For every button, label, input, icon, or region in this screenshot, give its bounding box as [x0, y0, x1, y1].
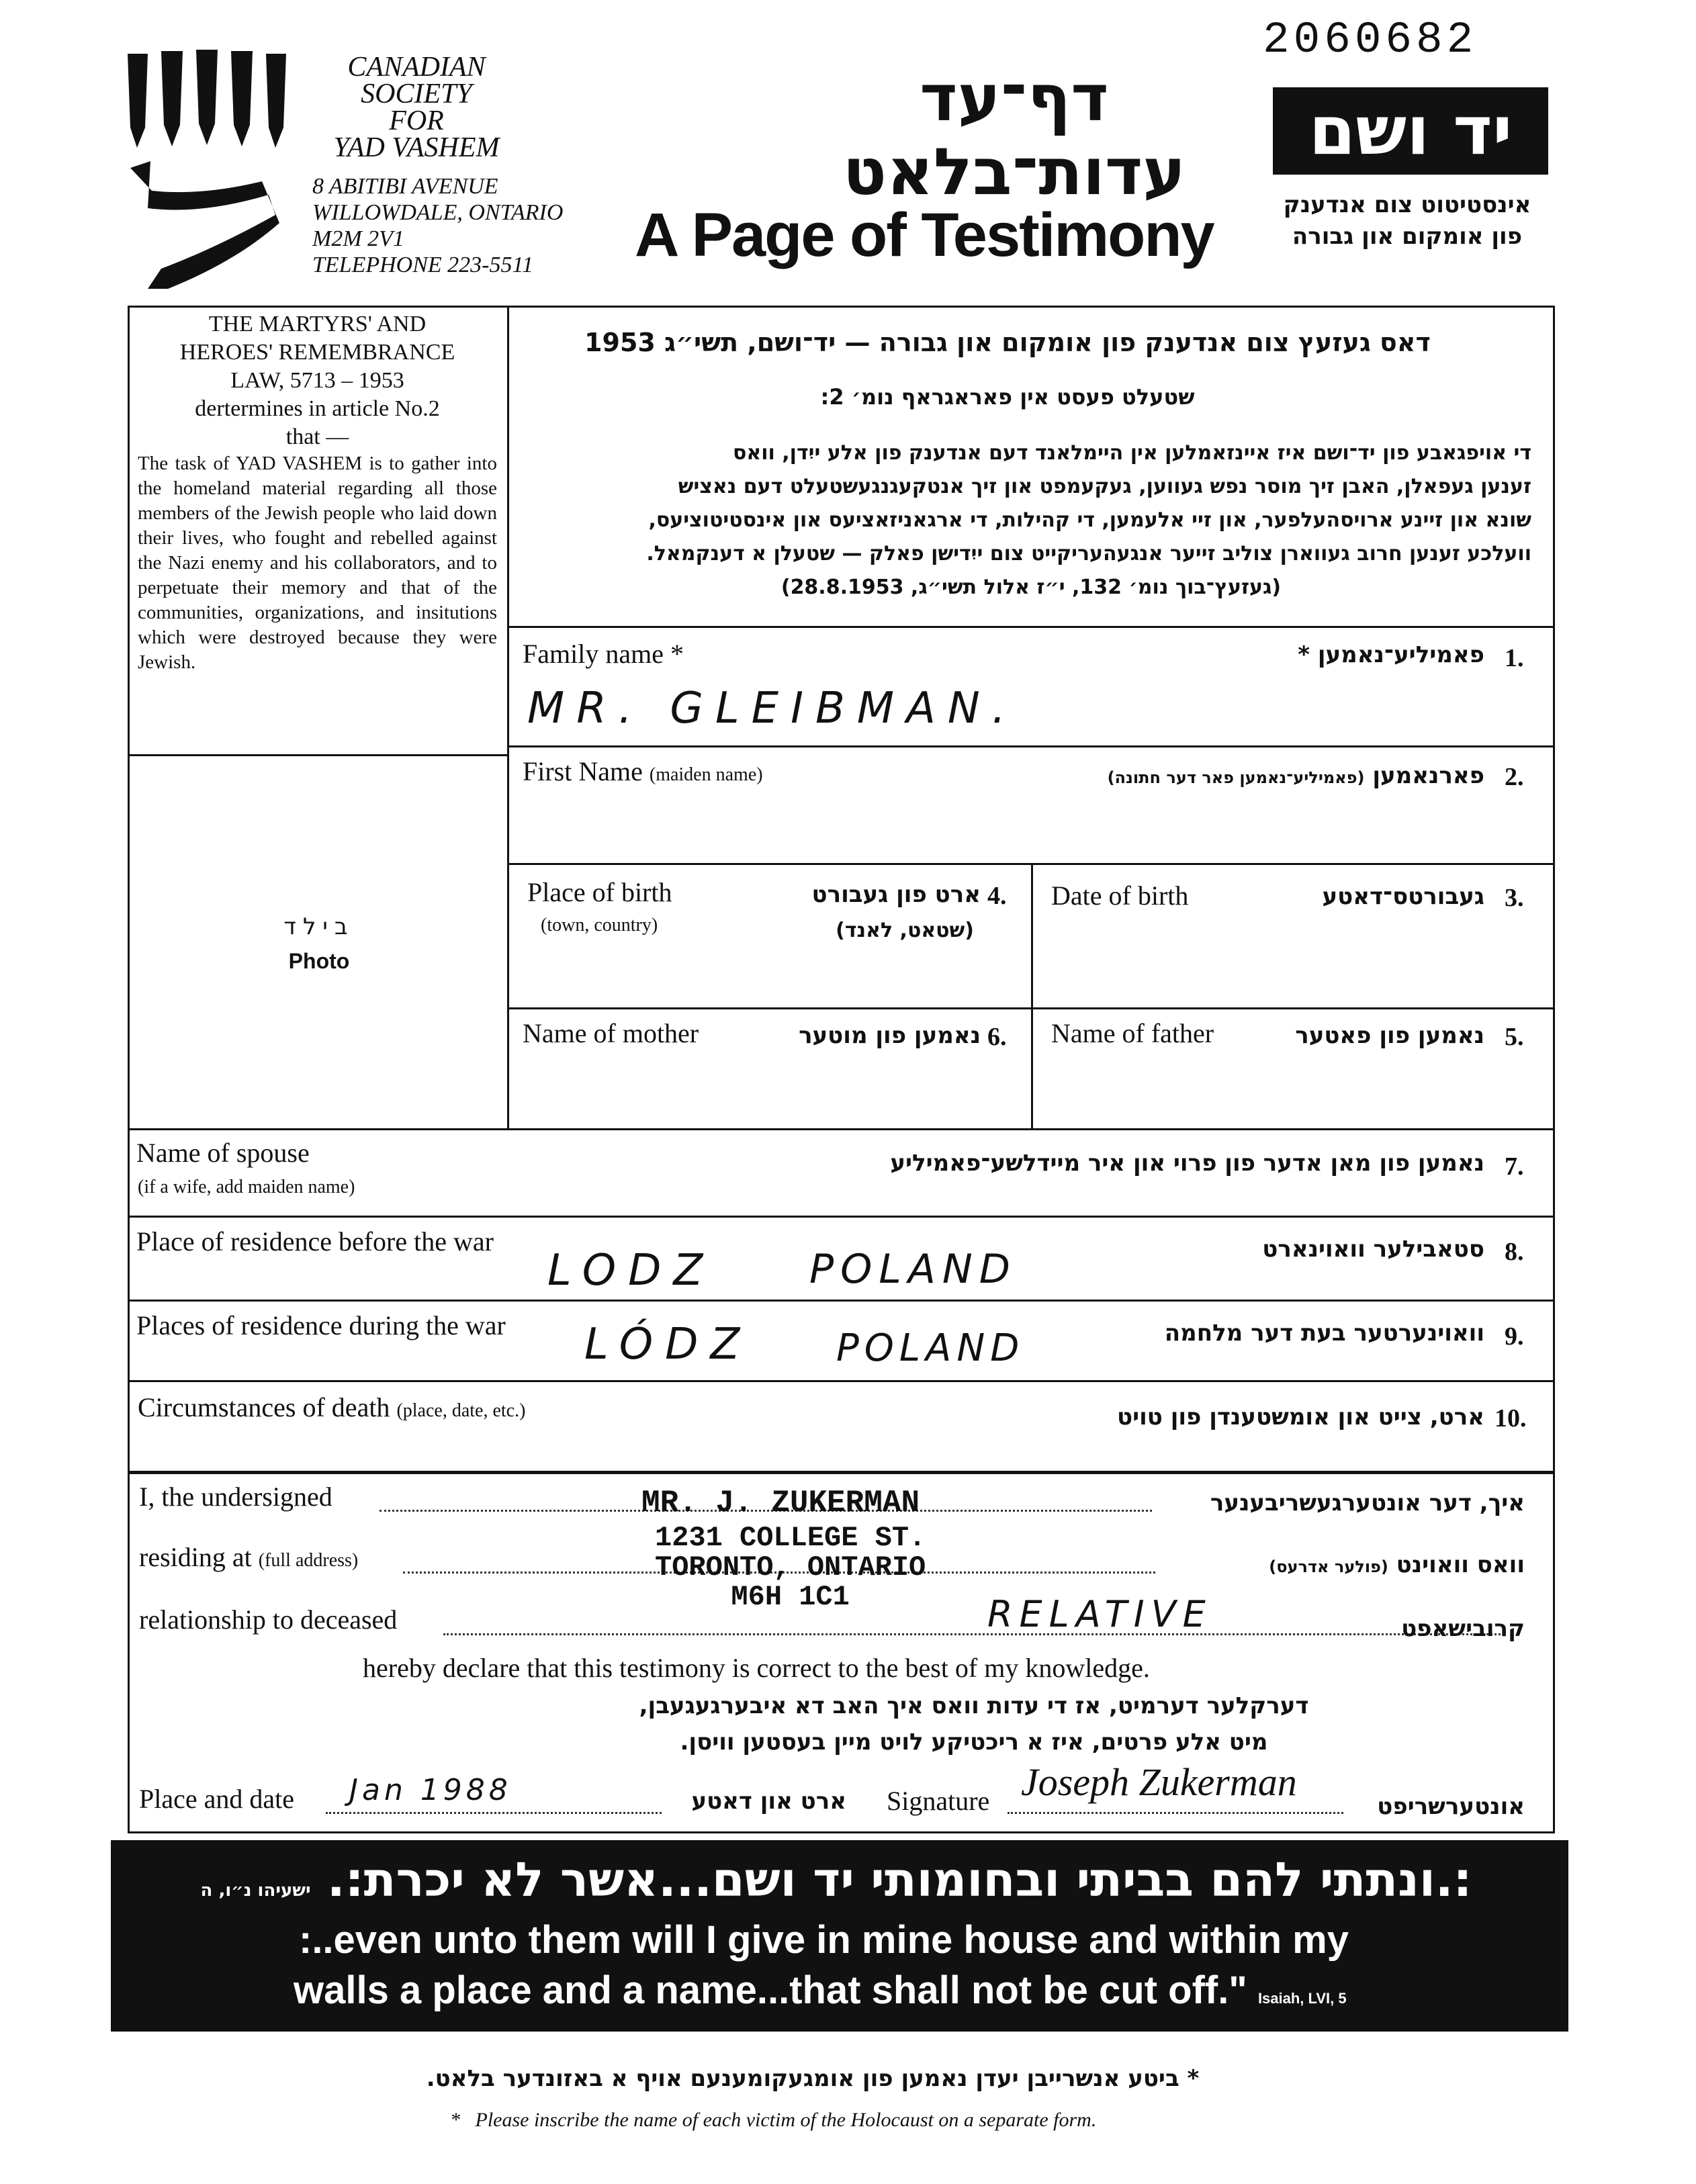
- photo-label: Photo: [288, 949, 350, 973]
- signature-value[interactable]: Joseph Zukerman: [1021, 1760, 1297, 1804]
- field-number: 8.: [1505, 1238, 1524, 1266]
- field-number: 2.: [1505, 763, 1524, 791]
- place-of-birth-label-yiddish: ארט פון געבורט: [811, 881, 981, 908]
- first-name-label-yiddish: [940, 762, 1484, 789]
- law-yiddish-subtitle: שטעלט פעסט אין פאראגראף נומ׳ 2:: [820, 384, 1195, 410]
- menorah-logo-icon: [121, 47, 296, 289]
- date-of-birth-label-yiddish: געבורטס־דאטע: [1322, 883, 1484, 910]
- page-title: A Page of Testimony: [635, 201, 1214, 269]
- law-yiddish-line: (געזעץ־בוך נומ׳ 132, י״ז אלול תשי״ג, 28.8.1953): [780, 576, 1282, 599]
- father-name-label: Name of father: [1051, 1018, 1214, 1048]
- circumstances-of-death-sublabel: (place, date, etc.): [396, 1400, 526, 1421]
- yad-vashem-logo: [1273, 87, 1548, 175]
- society-name-line: SOCIETY: [361, 79, 472, 109]
- law-yiddish-line: שונא און זיינע ארויסהעלפער, און זיי אלעמען, די קהילות, די ארגאניזאציעס און אינסטיטוציעס,: [648, 508, 1531, 532]
- place-date-label-yiddish: ארט און דאטע: [691, 1788, 846, 1815]
- institute-line-1: אינסטיטוט צום אנדענק: [1283, 191, 1531, 218]
- spouse-name-label-yiddish: נאמען פון מאן אדער פון פרוי און איר מיידלשע־פאמיליע: [890, 1150, 1484, 1177]
- mother-name-label: Name of mother: [523, 1018, 699, 1048]
- scripture-banner: [111, 1840, 1568, 2032]
- law-line: that —: [285, 424, 349, 449]
- residing-sublabel: (full address): [258, 1550, 359, 1571]
- institute-line-2: פון אומקום און גבורה: [1292, 223, 1523, 250]
- law-line: dertermines in article No.2: [195, 396, 440, 421]
- banner-hebrew: [138, 1852, 1535, 1907]
- place-of-birth-sublabel: (town, country): [541, 915, 658, 936]
- footer-english: Please inscribe the name of each victim of the Holocaust on a separate form.: [475, 2109, 1097, 2131]
- spouse-name-sublabel: (if a wife, add maiden name): [138, 1177, 355, 1197]
- address-line: TORONTO, ONTARIO: [655, 1551, 926, 1584]
- residence-before-war-label-yiddish: סטאבילער וואוינארט: [1262, 1236, 1484, 1263]
- photo-label-yiddish: בילד: [283, 913, 355, 940]
- law-yiddish-body: [531, 437, 1531, 604]
- residence-during-war-country[interactable]: POLAND: [836, 1326, 1025, 1370]
- column-divider: [507, 306, 509, 1128]
- declaration-yiddish-1: דערקלער דערמיט, אז די עדות וואס איך האב דא איבערגעגעבן,: [639, 1692, 1309, 1719]
- banner-hebrew-text: :.ונתתי להם בביתי ובחומותי יד ושם...אשר לא יכרת:.: [327, 1852, 1472, 1907]
- title-yiddish-2: עדות־בלאט: [842, 134, 1186, 210]
- banner-english-2-text: walls a place and a name...that shall not be cut off.": [294, 1968, 1247, 2012]
- banner-hebrew-ref: ישעיהו נ״ו, ה: [200, 1880, 311, 1901]
- undersigned-label: I, the undersigned: [139, 1482, 332, 1512]
- residing-label: [139, 1541, 358, 1573]
- residence-during-war-label: Places of residence during the war: [136, 1310, 506, 1340]
- address-line: M2M 2V1: [312, 226, 404, 251]
- residence-before-war-city[interactable]: LODZ: [547, 1246, 715, 1295]
- yad-vashem-logo-text: יד ושם: [1308, 91, 1513, 170]
- residing-label-text: residing at: [139, 1542, 252, 1572]
- declaration-yiddish-2: מיט אלע פרטים, איז א ריכטיקע לויט מיין בעסטען וויסן.: [680, 1729, 1268, 1756]
- address-line: 1231 COLLEGE ST.: [655, 1522, 926, 1554]
- family-name-label: Family name *: [523, 639, 684, 669]
- signature-label: Signature: [887, 1786, 990, 1816]
- law-yiddish-line: זענען געפאלן, האבן זיך מוסר נפש געווען, געקעמפט און זיך אנטקעגנגעשטעלט דעם נאציש: [678, 475, 1531, 498]
- society-name: [316, 54, 517, 161]
- first-name-label-text: First Name: [523, 756, 643, 786]
- law-yiddish-title: דאס געזעץ צום אנדענק פון אומקום און גבורה — יד־ושם, תשי״ג 1953: [584, 328, 1431, 357]
- law-body: The task of YAD VASHEM is to gather into the homeland material regarding all those members of the Jewish people who laid down their lives, who fought and rebelled against the Nazi enemy and his collaborators, and to perpetuate their memory and that of the communities, organizations, and insitutions which were destroyed because they were Jewish.: [138, 453, 497, 673]
- family-name-value[interactable]: MR. GLEIBMAN.: [527, 684, 1018, 733]
- society-name-line: FOR: [389, 105, 444, 136]
- place-of-birth-label: Place of birth: [527, 877, 672, 907]
- banner-english-1: :..even unto them will I give in mine house and within my: [299, 1918, 1349, 1962]
- place-date-value[interactable]: Jan 1988: [349, 1773, 512, 1807]
- first-name-sublabel: (maiden name): [649, 764, 763, 785]
- place-date-label: Place and date: [139, 1784, 294, 1814]
- father-name-label-yiddish: נאמען פון פאטער: [1295, 1022, 1484, 1049]
- circumstances-of-death-text: Circumstances of death: [138, 1392, 390, 1422]
- law-box-divider: [128, 754, 507, 756]
- spouse-name-label: Name of spouse: [136, 1138, 310, 1168]
- mother-name-label-yiddish: נאמען פון מוטער: [799, 1022, 981, 1049]
- field-number: 1.: [1505, 644, 1524, 672]
- address-line: TELEPHONE 223-5511: [312, 253, 533, 277]
- society-address: [312, 173, 563, 278]
- law-line: HEROES' REMEMBRANCE: [179, 340, 455, 365]
- place-of-birth-sub-yiddish: (שטאט, לאנד): [836, 919, 974, 942]
- banner-ref: Isaiah, LVI, 5: [1257, 1990, 1347, 2007]
- declaration-statement: hereby declare that this testimony is correct to the best of my knowledge.: [363, 1653, 1150, 1683]
- title-yiddish-1: דף־עד: [920, 60, 1109, 136]
- field-number: 3.: [1505, 884, 1524, 912]
- footer-note: [450, 2109, 1096, 2132]
- residing-yi-text: וואס וואוינט: [1396, 1551, 1525, 1578]
- residing-yi-sub: (פולער אדרעס): [1269, 1557, 1388, 1576]
- field-number: 7.: [1505, 1152, 1524, 1181]
- field-number: 9.: [1505, 1322, 1524, 1351]
- law-box: [138, 310, 497, 675]
- residence-before-war-label: Place of residence before the war: [136, 1226, 494, 1257]
- circumstances-of-death-label: [138, 1392, 525, 1423]
- field-number: 10.: [1494, 1404, 1527, 1432]
- banner-english-2: [294, 1968, 1347, 2013]
- date-of-birth-label: Date of birth: [1051, 880, 1189, 911]
- address-line: M6H 1C1: [731, 1581, 850, 1613]
- relationship-label-yiddish: קרובישאפט: [1401, 1615, 1525, 1642]
- residence-during-war-label-yiddish: וואוינערטער בעת דער מלחמה: [1164, 1320, 1484, 1347]
- first-name-yi-sub: (פאמיליע־נאמען פאר דער חתונה): [1107, 768, 1365, 787]
- address-line: WILLOWDALE, ONTARIO: [312, 200, 564, 225]
- relationship-label: relationship to deceased: [139, 1604, 398, 1635]
- signature-label-yiddish: אונטערשריפט: [1377, 1793, 1525, 1820]
- society-name-line: CANADIAN: [347, 52, 486, 83]
- law-line: LAW, 5713 – 1953: [230, 368, 404, 393]
- field-number: 5.: [1505, 1023, 1524, 1051]
- law-yiddish-line: וועלכע זענען חרוב געווארן צוליב זייער אנגעהעריקייט צום ייִדישן פאלק — שטעלן א דענקמאל.: [646, 542, 1531, 565]
- first-name-label: [523, 756, 763, 787]
- family-name-label-yiddish: פאמיליע־נאמען *: [1298, 641, 1484, 668]
- undersigned-value[interactable]: MR. J. ZUKERMAN: [641, 1486, 920, 1520]
- first-name-yi-text: פארנאמען: [1372, 762, 1484, 789]
- field-number: 4.: [987, 882, 1007, 910]
- relationship-value[interactable]: RELATIVE: [987, 1593, 1212, 1635]
- residence-before-war-country[interactable]: POLAND: [809, 1246, 1017, 1293]
- field-number: 6.: [987, 1023, 1007, 1051]
- undersigned-label-yiddish: איך, דער אונטערגעשריבענער: [1210, 1490, 1525, 1516]
- residence-during-war-city[interactable]: LÓDZ: [584, 1320, 752, 1369]
- residing-address[interactable]: [655, 1523, 926, 1612]
- residing-label-yiddish: [1162, 1551, 1525, 1578]
- footer-yiddish: * ביטע אנשרייבן יעדן נאמען פון אומגעקומענעם אויף א באזונדער בלאט.: [426, 2065, 1200, 2092]
- society-name-line: YAD VASHEM: [333, 132, 500, 163]
- serial-number: 2060682: [1263, 15, 1478, 65]
- circumstances-of-death-label-yiddish: ארט, צייט און אומשטענדן פון טויט: [1116, 1404, 1484, 1430]
- address-line: 8 ABITIBI AVENUE: [312, 174, 498, 199]
- law-yiddish-line: די אויפגאבע פון יד־ושם איז איינזאמלען אין היימלאנד דעם אנדענק פון אלע ייִדן, וואס: [733, 441, 1531, 465]
- law-line: THE MARTYRS' AND: [208, 312, 427, 336]
- asterisk: *: [450, 2109, 476, 2131]
